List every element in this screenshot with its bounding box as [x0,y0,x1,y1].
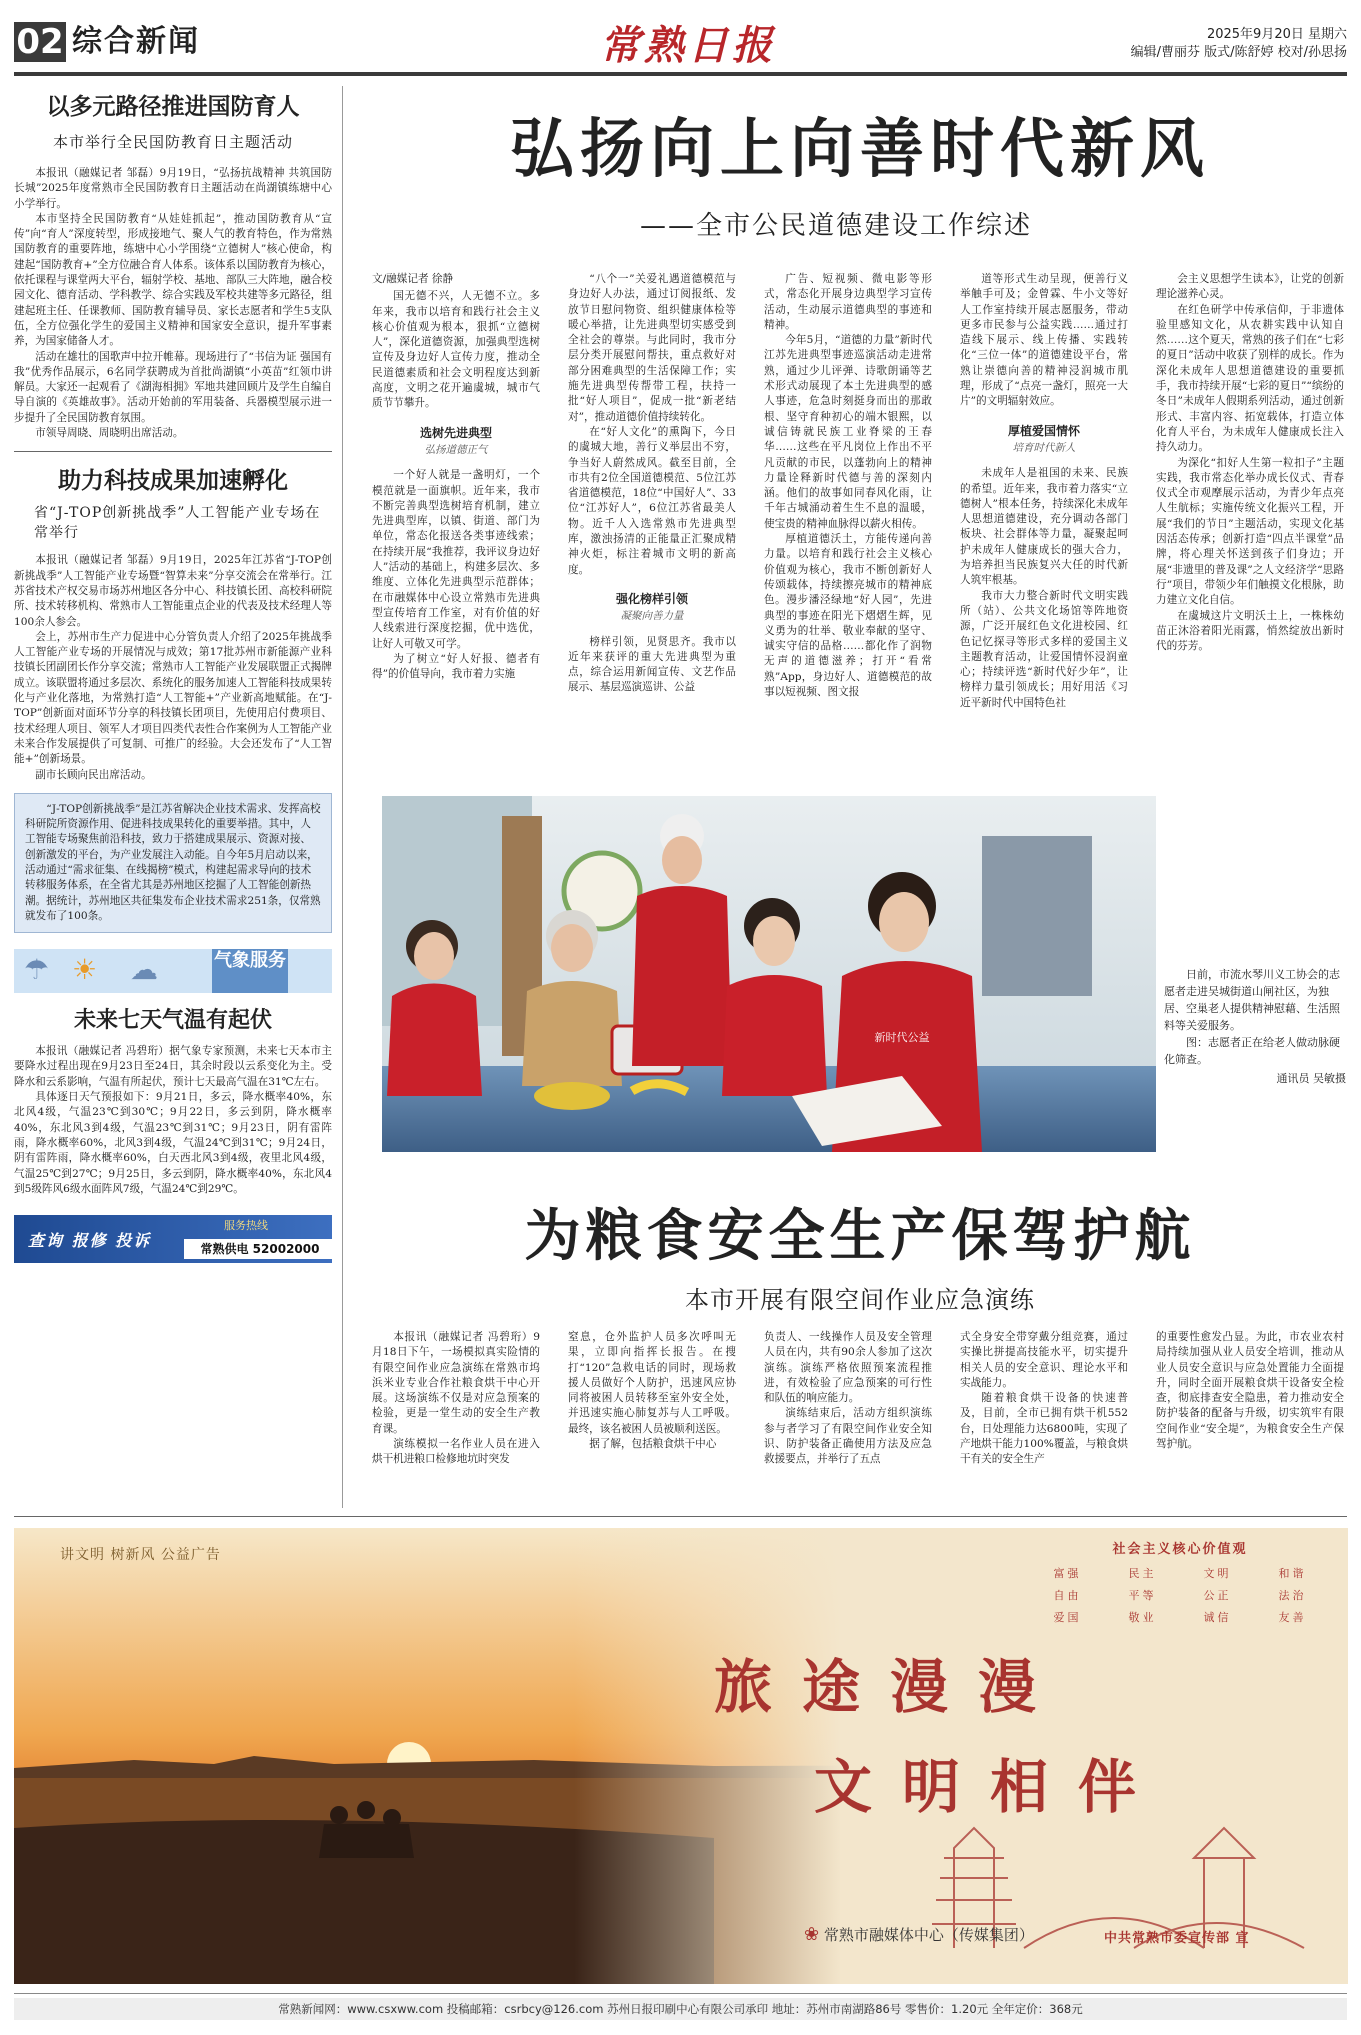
section-heading: 强化榜样引领 [615,591,688,606]
paragraph: 今年5月，“道德的力量”新时代江苏先进典型事迹巡演活动走进常熟，通过少儿评弹、诗歌朗诵等艺术形式动展现了本土先进典型的感人事迹，危急时刻挺身而出的那敢根、坚守育种初心的端木银熙，以诚信铸就民族工业脊梁的王春华……这些在平凡岗位上作出不平凡贡献的市民，以蓬勃向上的精神力量诠释新时代德与善的深刻内涵。他们的故事如同春风化雨，让千年古城涌动着生生不息的温暖，使宝贵的精神血脉得以薪火相传。 [764,334,932,530]
article-title: 未来七天气温有起伏 [73,1008,272,1034]
masthead-logo: 常熟日报 [600,22,776,69]
value-item: 平等 [1128,1589,1157,1602]
page-number: 02 [14,22,66,62]
paragraph: 本报讯（融媒记者 邹磊）9月19日，“弘扬抗战精神 共筑国防长城”2025年度常熟市全民国防教育日主题活动在尚湖镇练塘中心小学举行。 [14,167,332,210]
article-column [764,272,932,700]
paragraph: “八个一”关爱礼遇道德模范与身边好人办法，通过订阅报纸、发放节日慰问物资、组织健康体检等暖心举措，让先进典型切实感受到全社会的尊崇。与此同时，我市分层分类开展慰问帮扶，重点救好对部分困难典型的生活保障工作；实施先进典型传帮带工程，扶持一批“好人项目”，促成一批“新老结对”，推动道德价值持续转化。 [568,273,736,423]
value-item: 法治 [1278,1589,1307,1602]
headline: 为粮食安全生产保驾护航 [524,1204,1196,1269]
core-values-title: 社会主义核心价值观 [1112,1542,1248,1557]
sun-cloud-icon: ☀ [72,953,98,987]
paragraph: 本市坚持全民国防教育“从娃娃抓起”，推动国防教育从“宣传”向“育人”深度转型，形成接地气、聚人气的教育特色，作为常熟国防教育的重要阵地，练塘中心小学围绕“立德树人”核心使命，构建起“国防教育+”全方位融合育人体系。该体系以国防教育为核心，依托课程与课堂两大平台，辐射学校、基地、部队三大阵地，融合校园文化、德育活动、学科教学、综合实践及军校共建等多元路径，组建起班主任、任课教师、国防教育辅导员、家长志愿者和学生5支队伍，全方位强化学生的爱国主义精神和国家安全意识，提升军事素养，为国家储备人才。 [14,212,332,348]
volunteers-photo-illustration [382,796,1156,1152]
weather-banner [14,949,332,993]
value-item: 自由 [1053,1589,1082,1602]
headline-subtitle: ——全市公民道德建设工作综述 [640,211,1033,241]
footer-rule [14,1993,1347,1994]
service-hotline: 常熟供电 52002000 [184,1239,336,1259]
value-item: 民主 [1128,1567,1157,1580]
paragraph: 在“好人文化”的熏陶下，今日的虞城大地，善行义举层出不穷，争当好人蔚然成风。截至目前，全市共有2位全国道德模范、5位江苏省道德模范，18位“中国好人”、33位“江苏好人”，6位江苏省最美人物。近千人入选常熟市先进典型库，激浊扬清的正能量正汇聚成精神火炬，标注着城市文明的新高度。 [568,425,736,576]
value-item: 和谐 [1278,1567,1307,1580]
article-title: 以多元路径推进国防育人 [46,94,300,120]
caption-text: 图：志愿者正在给老人做动脉硬化筛查。 [1164,1036,1340,1066]
paragraph: 的重要性愈发凸显。为此，市农业农村局持续加强从业人员安全培训，推动从业人员安全意识与应急处置能力全面提升，同时全面开展粮食烘干设备安全检查，彻底排查安全隐患，着力推动安全防护装备的配备与升级，切实筑牢有限空间作业“安全堤”，为粮食安全生产保驾护航。 [1156,1331,1344,1451]
paragraph: 一个好人就是一盏明灯，一个模范就是一面旗帜。近年来，我市不断完善典型选树培育机制，建立先进典型库，以镇、街道、部门为单位，常态化报送各类事迹线索；在持续开展“我推荐，我评议身边好人”活动的基础上，构建多层次、多维度、立体化先进典型示范群体；在市融媒体中心设立常熟市先进典型宣传培育工作室，对有价值的好人线索进行深度挖掘，优中选优，让好人可敬又可学。 [372,469,540,650]
headline: 弘扬向上向善时代新风 [510,113,1210,187]
paragraph: 会主义思想学生读本》，让党的创新理论滋养心灵。 [1156,273,1344,301]
paragraph: 本报讯（融媒记者 邹磊）9月19日，2025年江苏省“J-TOP创新挑战季”人工智能产业专场暨“智算未来”分享交流会在常举行。江苏省技术产权交易市场苏州地区各分中心、科技镇长团、高校科研院所、技术转移机构、常熟市人工智能重点企业的代表及技术经理人等100余人参会。 [14,554,332,628]
value-item: 公正 [1203,1589,1232,1602]
core-values-panel [1030,1538,1330,1625]
section-subheading: 培育时代新人 [1012,441,1076,454]
section-subheading: 弘扬道德正气 [424,443,488,456]
paragraph: 广告、短视频、微电影等形式，常态化开展身边典型学习宣传活动，生动展示道德典型的事迹和精神。 [764,273,932,331]
media-center-logo-icon: ❀ [804,1924,820,1945]
paragraph: 随着粮食烘干设备的快速普及，目前，全市已拥有烘干机552台，日处理能力达6800吨，实现了产地烘干能力100%覆盖，与粮食烘干有关的安全生产 [960,1392,1129,1466]
dateline [1131,26,1347,62]
article-column [568,1330,736,1452]
section-title: 综合新闻 [72,24,200,59]
service-tag: 服务热线 [224,1219,268,1233]
article-body [14,553,332,782]
paragraph: 本报讯（融媒记者 冯碧珩）9月18日下午，一场模拟真实险情的有限空间作业应急演练在常熟市坞浜米业专业合作社粮食烘干中心开展。这场演练不仅是对应急预案的检验，更是一堂生动的安全生产教育课。 [372,1331,540,1435]
caption-text: 日前，市流水琴川义工协会的志愿者走进吴城街道山闸社区，为独居、空巢老人提供精神慰藉、生活照料等关爱服务。 [1164,968,1340,1032]
article-column [568,272,736,696]
value-item: 诚信 [1203,1611,1232,1624]
paragraph: 副市长顾向民出席活动。 [35,768,152,781]
article-column [1156,1330,1344,1452]
paragraph: 我市大力整合新时代文明实践所（站）、公共文化场馆等阵地资源，广泛开展红色文化进校园、红色记忆探寻等形式多样的爱国主义主题教育活动，让爱国情怀浸润童心；持续评选“新时代好少年”，让榜样力量引领成长；用好用活《习近平新时代中国特色社 [960,589,1128,709]
ad-slogan-line2: 文明相伴 [814,1753,1167,1821]
core-values-grid [1030,1565,1330,1625]
paragraph: 厚植道德沃土，方能传递向善力量。以培育和践行社会主义核心价值观为核心，我市不断创新好人传颂载体，持续擦亮城市的精神底色。漫步潘泾绿地“好人园”，先进典型的事迹在阳光下熠熠生辉，见义勇为的壮举、敬业奉献的坚守、诚实守信的品格……都化作了润物无声的道德滋养；打开“看常熟”App，身边好人、道德模范的故事以短视频、图文报 [764,533,932,699]
power-service-banner [14,1215,332,1263]
ad-tag: 讲文明 树新风 公益广告 [60,1547,221,1563]
value-item: 敬业 [1128,1611,1157,1624]
article-column [960,272,1128,711]
vest-text: 新时代公益 [874,1031,930,1044]
value-item: 富强 [1053,1567,1082,1580]
headline-subtitle: 本市开展有限空间作业应急演练 [685,1286,1035,1314]
paragraph: 市领导周晓、周晓明出席活动。 [35,427,184,440]
paragraph: 会上，苏州市生产力促进中心分管负责人介绍了2025年挑战季人工智能产业专场的开展情况与成效；第17批苏州市新能源产业科技镇长团副团长作分享交流；常熟市人工智能产业发展联盟正式揭牌成立。该联盟将通过多层次、系统化的服务加速人工智能科技成果转化与产业化落地，为常熟打造“人工智能+”产业新高地赋能。在“J-TOP”创新面对面环节分享的科技镇长团项目，先使用启付费项目、技术经理人项目、领军人才项目四类代表性合作案例为人工智能产业未来合作发展提供了可复制、可推广的经验。大会还发布了“人工智能+”创新场景。 [14,630,332,766]
ad-org-media [804,1924,1034,1945]
paragraph: 具体逐日天气预报如下：9月21日，多云，降水概率40%，东北风4级，气温23℃到30℃；9月22日，多云到阴，降水概率40%，东北风3到4级，气温23℃到31℃；9月23日，阴有雷阵雨，降水概率60%，北风3到4级，气温24℃到31℃；9月24日，阴有雷阵雨，降水概率60%，白天西北风3到4级，夜里北风4级，气温25℃到27℃；9月25日，多云到阴，降水概率40%，东北风4到5级阵风6级水面阵风7级，气温24℃到29℃。 [14,1091,332,1195]
paragraph: 演练模拟一名作业人员在进入烘干机进粮口检修地坑时突发 [372,1438,540,1466]
rain-cloud-icon: ☂ [24,953,50,987]
photo-credit: 通讯员 吴敏摄 [1276,1072,1346,1085]
article-column [372,1330,540,1468]
paragraph: 在红色研学中传承信仰，于非遗体验里感知文化，从农耕实践中认知自然……这个夏天，常熟的孩子们在“七彩的夏日”活动中收获了别样的成长。作为深化未成年人思想道德建设的重要抓手，我市持续开展“七彩的夏日”“缤纷的冬日”未成年人假期系列活动，通过创新形式、丰富内容、拓宽载体，打造立体化育人平台，为未成年人健康成长注入持久动力。 [1156,303,1344,454]
info-box: “J-TOP创新挑战季”是江苏省解决企业技术需求、发挥高校科研院所资源作用、促进科技成果转化的重要举措。其中，人工智能专场聚焦前沿科技，致力于搭建成果展示、资源对接、创新激发的平台，为产业发展注入动能。自今年5月启动以来，活动通过“需求征集、在线揭榜”模式，构建起需求导向的技术转移服务体系，在全省尤其是苏州地区挖掘了人工智能创新热潮。据统计，苏州地区共征集发布企业技术需求251条，仅常熟就发布了100条。 [14,793,332,933]
rain-cloud-icon: ☁ [130,953,158,987]
paragraph: 为了树立“好人好报、德者有得”的价值导向，我市着力实施 [372,652,540,681]
public-service-ad [14,1528,1348,1984]
article-column [764,1330,932,1468]
section-subheading: 凝聚向善力量 [620,610,684,623]
paragraph: 式全身安全带穿戴分组竞赛，通过实操比拼提高技能水平，切实提升相关人员的安全意识、理论水平和实战能力。 [960,1331,1128,1389]
value-item: 爱国 [1053,1611,1082,1624]
value-item: 文明 [1203,1567,1232,1580]
divider [14,451,332,452]
article-column [372,272,540,682]
footer-info: 常熟新闻网：www.csxww.com 投稿邮箱：csrbcy@126.com 苏州日报印刷中心有限公司承印 地址：苏州市南湖路86号 零售价：1.20元 全年定价：368元 [14,1998,1347,2020]
value-item: 友善 [1278,1611,1307,1624]
editor-credits: 编辑/曹丽芬 版式/陈舒婷 校对/孙思扬 [1130,45,1347,60]
left-column [14,86,332,1263]
section-heading: 厚植爱国情怀 [1007,423,1080,438]
article-column [1156,272,1344,654]
paragraph: 演练结束后，活动方组织演练参与者学习了有限空间作业安全知识、防护装备正确使用方法及应急救援要点，并举行了五点 [764,1407,932,1466]
divider [14,1516,1347,1517]
column-divider [342,86,343,1508]
article-title: 助力科技成果加速孵化 [58,468,288,495]
service-items: 查询 报修 投诉 [28,1231,152,1251]
paragraph: 据了解，包括粮食烘干中心 [589,1438,717,1451]
header-rule [14,72,1347,76]
news-photo [382,796,1156,1152]
paragraph: 本报讯（融媒记者 冯碧珩）据气象专家预测，未来七天本市主要降水过程出现在9月23日至24日，其余时段以云系变化为主。受降水和云系影响，气温有所起伏，预计七天最高气温在31℃左右。 [14,1045,332,1088]
weather-label: 气象服务 [212,949,288,993]
paragraph: 窒息，仓外监护人员多次呼叫无果，立即向指挥长报告。在搜打“120”急救电话的同时，现场救援人员做好个人防护，迅速风应协同将被困人员转移至室外安全处，并迅速实施心肺复苏与人工呼吸。最终，该名被困人员被顺利送医。 [568,1331,736,1435]
article-body [14,1044,332,1197]
article-body [14,166,332,441]
paragraph: 为深化“扣好人生第一粒扣子”主题实践，我市常态化举办成长仪式、青春仪式全市观摩展示活动，为青少年点亮人生航标；实施传统文化振兴工程，开展“我们的节日”主题活动，实现文化基因活态传承；创新打造“四点半课堂”品牌，将心理关怀送到孩子们身边；开展“非遗里的普及课”之人文经济学“思路行”项目，带领少年们触摸文化根脉，助力建立文化自信。 [1156,456,1344,607]
paragraph: 活动在雄壮的国歌声中拉开帷幕。现场进行了“书信为证 强国有我”优秀作品展示，6名同学获聘成为首批尚湖镇“小英苗”红领巾讲解员。大家还一起观看了《湖海相拥》军地共建回顾片及学生自编自导自演的《英雄故事》。活动开始前的军用装备、兵器模型展示进一步提升了全民国防教育氛围。 [14,350,332,424]
issue-date: 2025年9月20日 星期六 [1206,27,1347,42]
ad-org-publicity: 中共常熟市委宣传部 宣 [1104,1931,1250,1946]
paragraph: 负责人、一线操作人员及安全管理人员在内，共有90余人参加了这次演练。演练严格依照预案流程推进，有效检验了应急预案的可行性和队伍的响应能力。 [764,1331,932,1405]
article-subtitle: 本市举行全民国防教育日主题活动 [52,133,293,151]
section-heading: 选树先进典型 [419,425,492,440]
paragraph: 在虞城这片文明沃土上，一株株幼苗正沐浴着阳光雨露，悄然绽放出新时代的芬芳。 [1156,609,1344,653]
ad-org-name: 常熟市融媒体中心（传媒集团） [823,1926,1034,1944]
paragraph: 未成年人是祖国的未来、民族的希望。近年来，我市着力落实“立德树人”根本任务，持续深化未成年人思想道德建设，充分调动各部门板块、社会群体等力量，凝聚起呵护未成年人健康成长的强大合力，为培养担当民族复兴大任的时代新人筑牢根基。 [960,467,1128,587]
paragraph: 国无德不兴，人无德不立。多年来，我市以培育和践行社会主义核心价值观为根本，狠抓“立德树人”，深化道德资源，加强典型选树宣传及身边好人宣传力度，推动全民道德素质和社会文明程度达到新高度，文明之花开遍虞城，城市气质节节攀升。 [372,290,540,410]
paragraph: 道等形式生动呈现，便善行义举触手可及；金曾霖、牛小文等好人工作室持续开展志愿服务，带动更多市民参与公益实践……通过打造线下展示、线上传播、实践转化“三位一体”的道德建设平台，常熟让崇德向善的精神浸润城市肌理，形成了“点亮一盏灯，照亮一大片”的文明辐射效应。 [960,273,1128,408]
article-subtitle: 省“J-TOP创新挑战季”人工智能产业专场在常举行 [34,505,321,542]
byline: 文/融媒记者 徐静 [372,273,454,285]
article-column [960,1330,1128,1468]
paragraph: 榜样引领，见贤思齐。我市以近年来获评的重大先进典型为重点，综合运用新闻宣传、文艺作品展示、基层巡演巡讲、公益 [568,635,736,694]
ad-slogan-line1: 旅途漫漫 [714,1653,1067,1721]
photo-caption [1164,966,1346,1087]
